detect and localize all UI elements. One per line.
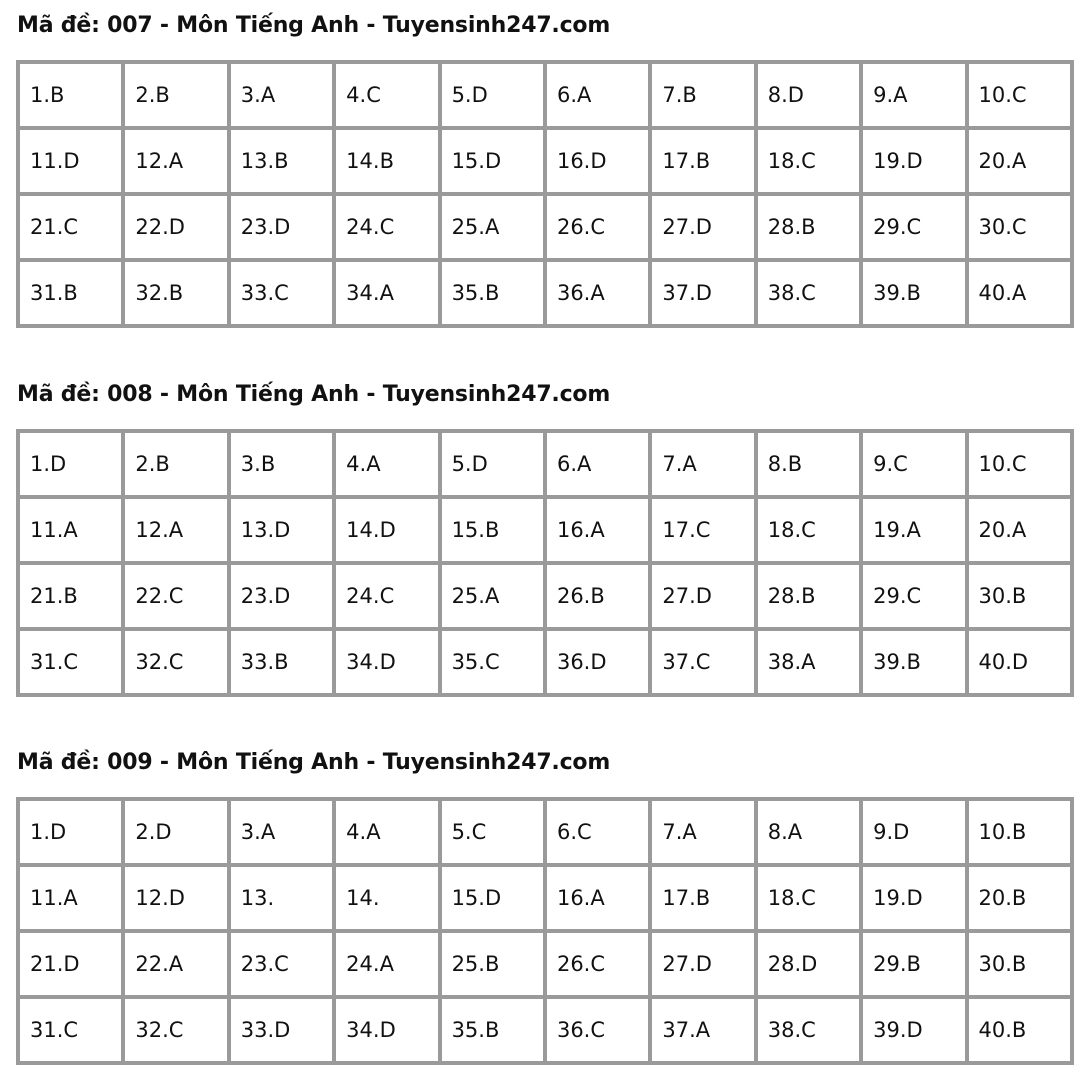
answer-cell: 37.A bbox=[650, 997, 755, 1063]
answer-cell: 8.A bbox=[756, 799, 861, 865]
table-row bbox=[18, 431, 1072, 497]
answer-cell: 26.C bbox=[545, 194, 650, 260]
answer-cell: 27.D bbox=[650, 563, 755, 629]
table-row bbox=[18, 62, 1072, 128]
answer-cell: 10.B bbox=[967, 799, 1072, 865]
answer-cell: 13.D bbox=[229, 497, 334, 563]
answer-cell: 33.C bbox=[229, 260, 334, 326]
answer-cell: 28.B bbox=[756, 194, 861, 260]
answer-cell: 14. bbox=[334, 865, 439, 931]
answer-cell: 24.C bbox=[334, 563, 439, 629]
answer-cell: 22.D bbox=[123, 194, 228, 260]
answer-cell: 25.A bbox=[440, 563, 545, 629]
answer-cell: 36.D bbox=[545, 629, 650, 695]
answer-cell: 29.B bbox=[861, 931, 966, 997]
answer-cell: 33.B bbox=[229, 629, 334, 695]
answer-cell: 22.A bbox=[123, 931, 228, 997]
answer-cell: 23.D bbox=[229, 194, 334, 260]
answer-cell: 18.C bbox=[756, 497, 861, 563]
answer-cell: 20.A bbox=[967, 497, 1072, 563]
answer-cell: 17.B bbox=[650, 128, 755, 194]
answer-cell: 10.C bbox=[967, 431, 1072, 497]
answer-cell: 26.C bbox=[545, 931, 650, 997]
answer-cell: 39.B bbox=[861, 629, 966, 695]
answer-cell: 11.D bbox=[18, 128, 123, 194]
answer-cell: 12.D bbox=[123, 865, 228, 931]
answer-table bbox=[16, 60, 1074, 328]
answer-cell: 6.A bbox=[545, 62, 650, 128]
answer-cell: 32.C bbox=[123, 629, 228, 695]
answer-cell: 12.A bbox=[123, 497, 228, 563]
answer-cell: 4.A bbox=[334, 431, 439, 497]
answer-cell: 4.A bbox=[334, 799, 439, 865]
answer-cell: 35.B bbox=[440, 260, 545, 326]
answer-cell: 5.C bbox=[440, 799, 545, 865]
table-row bbox=[18, 799, 1072, 865]
table-row bbox=[18, 563, 1072, 629]
answer-cell: 35.C bbox=[440, 629, 545, 695]
table-row bbox=[18, 997, 1072, 1063]
answer-cell: 13.B bbox=[229, 128, 334, 194]
section-title: Mã đề: 009 - Môn Tiếng Anh - Tuyensinh247.com bbox=[17, 750, 611, 775]
table-row bbox=[18, 931, 1072, 997]
answer-cell: 31.C bbox=[18, 997, 123, 1063]
answer-cell: 3.A bbox=[229, 62, 334, 128]
answer-cell: 20.A bbox=[967, 128, 1072, 194]
answer-cell: 16.A bbox=[545, 497, 650, 563]
answer-cell: 27.D bbox=[650, 194, 755, 260]
answer-cell: 39.D bbox=[861, 997, 966, 1063]
answer-cell: 1.B bbox=[18, 62, 123, 128]
answer-cell: 2.D bbox=[123, 799, 228, 865]
answer-cell: 17.C bbox=[650, 497, 755, 563]
answer-cell: 34.D bbox=[334, 629, 439, 695]
answer-cell: 6.C bbox=[545, 799, 650, 865]
answer-cell: 13. bbox=[229, 865, 334, 931]
answer-cell: 23.D bbox=[229, 563, 334, 629]
answer-cell: 11.A bbox=[18, 865, 123, 931]
answer-cell: 2.B bbox=[123, 431, 228, 497]
answer-cell: 28.D bbox=[756, 931, 861, 997]
answer-cell: 15.B bbox=[440, 497, 545, 563]
answer-cell: 27.D bbox=[650, 931, 755, 997]
answer-cell: 38.C bbox=[756, 260, 861, 326]
answer-cell: 25.A bbox=[440, 194, 545, 260]
answer-cell: 30.B bbox=[967, 931, 1072, 997]
answer-cell: 4.C bbox=[334, 62, 439, 128]
answer-cell: 40.B bbox=[967, 997, 1072, 1063]
answer-cell: 25.B bbox=[440, 931, 545, 997]
answer-cell: 21.D bbox=[18, 931, 123, 997]
answer-cell: 3.A bbox=[229, 799, 334, 865]
answer-cell: 34.A bbox=[334, 260, 439, 326]
answer-cell: 17.B bbox=[650, 865, 755, 931]
answer-cell: 26.B bbox=[545, 563, 650, 629]
answer-cell: 19.D bbox=[861, 865, 966, 931]
answer-cell: 19.A bbox=[861, 497, 966, 563]
answer-cell: 21.C bbox=[18, 194, 123, 260]
answer-cell: 39.B bbox=[861, 260, 966, 326]
answer-cell: 40.D bbox=[967, 629, 1072, 695]
answer-cell: 24.A bbox=[334, 931, 439, 997]
answer-cell: 16.A bbox=[545, 865, 650, 931]
answer-cell: 28.B bbox=[756, 563, 861, 629]
answer-cell: 7.A bbox=[650, 431, 755, 497]
answer-cell: 20.B bbox=[967, 865, 1072, 931]
table-row bbox=[18, 194, 1072, 260]
table-row bbox=[18, 128, 1072, 194]
answer-cell: 11.A bbox=[18, 497, 123, 563]
answer-cell: 37.C bbox=[650, 629, 755, 695]
answer-cell: 10.C bbox=[967, 62, 1072, 128]
answer-cell: 31.B bbox=[18, 260, 123, 326]
answer-cell: 14.D bbox=[334, 497, 439, 563]
answer-cell: 18.C bbox=[756, 865, 861, 931]
answer-cell: 14.B bbox=[334, 128, 439, 194]
answer-cell: 1.D bbox=[18, 799, 123, 865]
answer-cell: 6.A bbox=[545, 431, 650, 497]
answer-cell: 36.A bbox=[545, 260, 650, 326]
answer-cell: 32.B bbox=[123, 260, 228, 326]
answer-cell: 34.D bbox=[334, 997, 439, 1063]
answer-cell: 29.C bbox=[861, 194, 966, 260]
answer-cell: 2.B bbox=[123, 62, 228, 128]
answer-cell: 7.B bbox=[650, 62, 755, 128]
answer-cell: 9.A bbox=[861, 62, 966, 128]
answer-cell: 23.C bbox=[229, 931, 334, 997]
answer-section-007 bbox=[16, 10, 1074, 328]
answer-cell: 22.C bbox=[123, 563, 228, 629]
answer-cell: 9.C bbox=[861, 431, 966, 497]
answer-cell: 9.D bbox=[861, 799, 966, 865]
answer-cell: 18.C bbox=[756, 128, 861, 194]
table-row bbox=[18, 865, 1072, 931]
answer-cell: 38.A bbox=[756, 629, 861, 695]
answer-cell: 32.C bbox=[123, 997, 228, 1063]
answer-table bbox=[16, 797, 1074, 1065]
answer-cell: 38.C bbox=[756, 997, 861, 1063]
answer-cell: 7.A bbox=[650, 799, 755, 865]
answer-cell: 24.C bbox=[334, 194, 439, 260]
table-row bbox=[18, 497, 1072, 563]
answer-cell: 16.D bbox=[545, 128, 650, 194]
answer-cell: 35.B bbox=[440, 997, 545, 1063]
answer-cell: 8.D bbox=[756, 62, 861, 128]
answer-cell: 31.C bbox=[18, 629, 123, 695]
table-row bbox=[18, 260, 1072, 326]
answer-section-009 bbox=[16, 747, 1074, 1065]
answer-cell: 5.D bbox=[440, 62, 545, 128]
answer-cell: 15.D bbox=[440, 865, 545, 931]
answer-table bbox=[16, 429, 1074, 697]
answer-cell: 29.C bbox=[861, 563, 966, 629]
answer-cell: 3.B bbox=[229, 431, 334, 497]
answer-cell: 37.D bbox=[650, 260, 755, 326]
answer-cell: 30.B bbox=[967, 563, 1072, 629]
section-title: Mã đề: 008 - Môn Tiếng Anh - Tuyensinh247.com bbox=[17, 382, 611, 407]
answer-section-008 bbox=[16, 379, 1074, 697]
answer-cell: 19.D bbox=[861, 128, 966, 194]
section-title: Mã đề: 007 - Môn Tiếng Anh - Tuyensinh247.com bbox=[17, 13, 611, 38]
answer-cell: 36.C bbox=[545, 997, 650, 1063]
answer-cell: 21.B bbox=[18, 563, 123, 629]
answer-cell: 30.C bbox=[967, 194, 1072, 260]
answer-cell: 15.D bbox=[440, 128, 545, 194]
answer-cell: 12.A bbox=[123, 128, 228, 194]
answer-cell: 1.D bbox=[18, 431, 123, 497]
table-row bbox=[18, 629, 1072, 695]
answer-cell: 40.A bbox=[967, 260, 1072, 326]
answer-cell: 8.B bbox=[756, 431, 861, 497]
answer-cell: 5.D bbox=[440, 431, 545, 497]
answer-cell: 33.D bbox=[229, 997, 334, 1063]
